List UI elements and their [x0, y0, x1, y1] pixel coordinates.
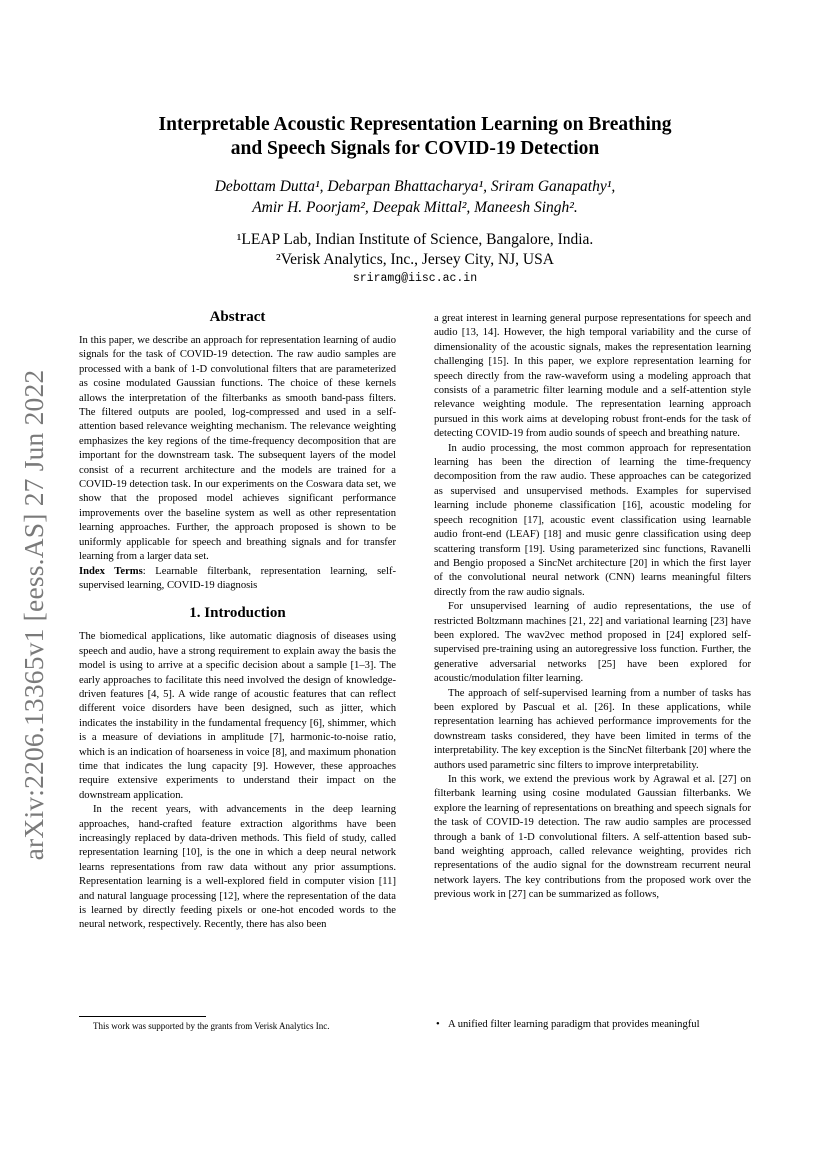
bullet-mark: • — [436, 1019, 440, 1030]
title-line-2: and Speech Signals for COVID-19 Detection — [230, 138, 600, 159]
bullet-text: A unified filter learning paradigm that provides meaningful — [448, 1019, 700, 1030]
right-paragraph-4: The approach of self-supervised learning from a number of tasks has been explored by Pascual et al. [26]. In these applications, while representation learning has achieved performance improvements for the downstream tasks considered, they have been limited in terms of the interpretability. The key exception is the SincNet filterbank [20] where the authors used parametric sinc filters to improve interpretability. — [434, 687, 751, 771]
footnote-divider — [79, 1016, 206, 1017]
arxiv-identifier-stamp — [10, 360, 58, 870]
title-line-1: Interpretable Acoustic Representation Learning on Breathing — [158, 114, 672, 135]
index-terms — [79, 565, 396, 594]
contribution-bullet — [434, 1018, 751, 1032]
paper-title — [80, 113, 750, 161]
affiliation-line-2: ²Verisk Analytics, Inc., Jersey City, NJ, USA — [276, 251, 554, 268]
index-terms-label: Index Terms — [79, 565, 143, 577]
affiliations — [80, 230, 750, 270]
contact-email: sriramg@iisc.ac.in — [352, 272, 478, 285]
left-column — [79, 307, 396, 933]
intro-paragraph-1: The biomedical applications, like automatic diagnosis of diseases using speech and audio, have a strong requirement to explain away the basis the model is using to arrive at a specific decision about a sample [1–3]. The early approaches to facilitate this need involved the design of knowledge-driven features [4, 5]. A wide range of acoustic features that can reflect different voice disorders have been designed, such as jitter, which indicates the instability in the fundamental frequency [6], shimmer, which is a measure of deviations in amplitude [7], harmonic-to-noise ratio, which is an indication of hoarseness in voice [8], and maximum phonation time that indicates the lung capacity [9]. However, these approaches require extensive experiments to understand their impact on the downstream application. — [79, 631, 396, 801]
affiliation-line-1: ¹LEAP Lab, Indian Institute of Science, Bangalore, India. — [236, 231, 594, 248]
abstract-body: In this paper, we describe an approach for representation learning of audio signals for the task of COVID-19 detection. The raw audio samples are processed with a bank of 1-D convolutional filters that are parameterized as cosine modulated Gaussian functions. The choice of these kernels allows the interpretation of the filterbanks as smooth band-pass filters. The filtered outputs are pooled, log-compressed and used in a self-attention based relevance weighting mechanism. The relevance weighting emphasizes the key regions of the time-frequency decomposition that are important for the downstream task. The subsequent layers of the model consist of a recurrent architecture and the models are trained for a COVID-19 detection task. In our experiments on the Coswara data set, we show that the proposed model achieves significant performance improvements over the baseline system as well as other representation learning approaches. Further, the approach proposed is shown to be uniformly applicable for speech and breathing signals and for transfer learning from a larger data set. — [79, 335, 396, 563]
right-paragraph-2: In audio processing, the most common approach for representation learning has been the direction of learning the time-frequency decomposition from the raw audio. These approaches can be categorized as supervised and unsupervised methods. Examples for supervised learning include phoneme classification [16], acoustic modeling for speech recognition [17], acoustic event classification using learnable audio front-end (LEAF) [18] and music genre classification using deep scattering transform [19]. Using parameterized sinc functions, Ravanelli and Bengio proposed a SincNet architecture [20] in which the first layer of the convolutional neural network (CNN) learns meaningful filters directly from the raw audio signals. — [434, 442, 751, 598]
introduction-heading: 1. Introduction — [189, 605, 286, 622]
right-column — [434, 312, 751, 903]
right-paragraph-1: a great interest in learning general purpose representations for speech and audio [13, 14]. However, the high temporal variability and the curse of dimensionality of the acoustic signals, makes the representation learning challenging [15]. In this paper, we explore representation learning for speech directly from the raw-waveform using a modeling approach that consists of a parametric filter learning module and a self-attention style relevance weighting module. The representation learning approach pursued in this work aims at developing robust front-ends for the task of detecting COVID-19 from audio sounds of speech and breathing nature. — [434, 313, 751, 440]
right-paragraph-5: In this work, we extend the previous work by Agrawal et al. [27] on filterbank learning using cosine modulated Gaussian filterbanks. We explore the learning of representations on breathing and speech signals for the task of COVID-19 detection. The raw audio samples are processed through a bank of 1-D convolutional filters. A self-attention based sub-band weighting approach, called relevance weighting, provides rich representations of the audio signal for the downstream recurrent neural network layers. The key contributions from the proposed work over the previous work in [27] can be summarized as follows, — [434, 774, 751, 901]
author-list — [80, 176, 750, 218]
funding-footnote: This work was supported by the grants from Verisk Analytics Inc. — [93, 1021, 330, 1031]
authors-line-2: Amir H. Poorjam², Deepak Mittal², Maneesh Singh². — [252, 199, 578, 216]
intro-paragraph-2: In the recent years, with advancements in the deep learning approaches, hand-crafted feature extraction algorithms have been increasingly replaced by data-driven methods. This field of study, called representation learning [10], is the one in which a deep neural network learns representations from raw data without any prior assumptions. Representation learning is a well-explored field in computer vision [11] and natural language processing [12], where the representation of the data is learned by directly feeding pixels or one-hot encoded words to the neural network, respectively. Recently, there has also been — [79, 804, 396, 931]
authors-line-1: Debottam Dutta¹, Debarpan Bhattacharya¹, Sriram Ganapathy¹, — [214, 178, 616, 195]
index-terms-text: : Learnable filterbank, representation learning, self-supervised learning, COVID-19 diagnosis — [79, 565, 396, 591]
right-paragraph-3: For unsupervised learning of audio representations, the use of restricted Boltzmann machines [21, 22] and variational learning [23] have been explored. The wav2vec method proposed in [24] explored self-supervised pre-training using an autoregressive loss function. Further, the generative adversarial networks [25] have been explored for acoustic/modulation filter learning. — [434, 601, 751, 685]
abstract-heading: Abstract — [209, 309, 266, 325]
arxiv-identifier-text: arXiv:2206.13365v1 [eess.AS] 27 Jun 2022 — [18, 369, 49, 861]
